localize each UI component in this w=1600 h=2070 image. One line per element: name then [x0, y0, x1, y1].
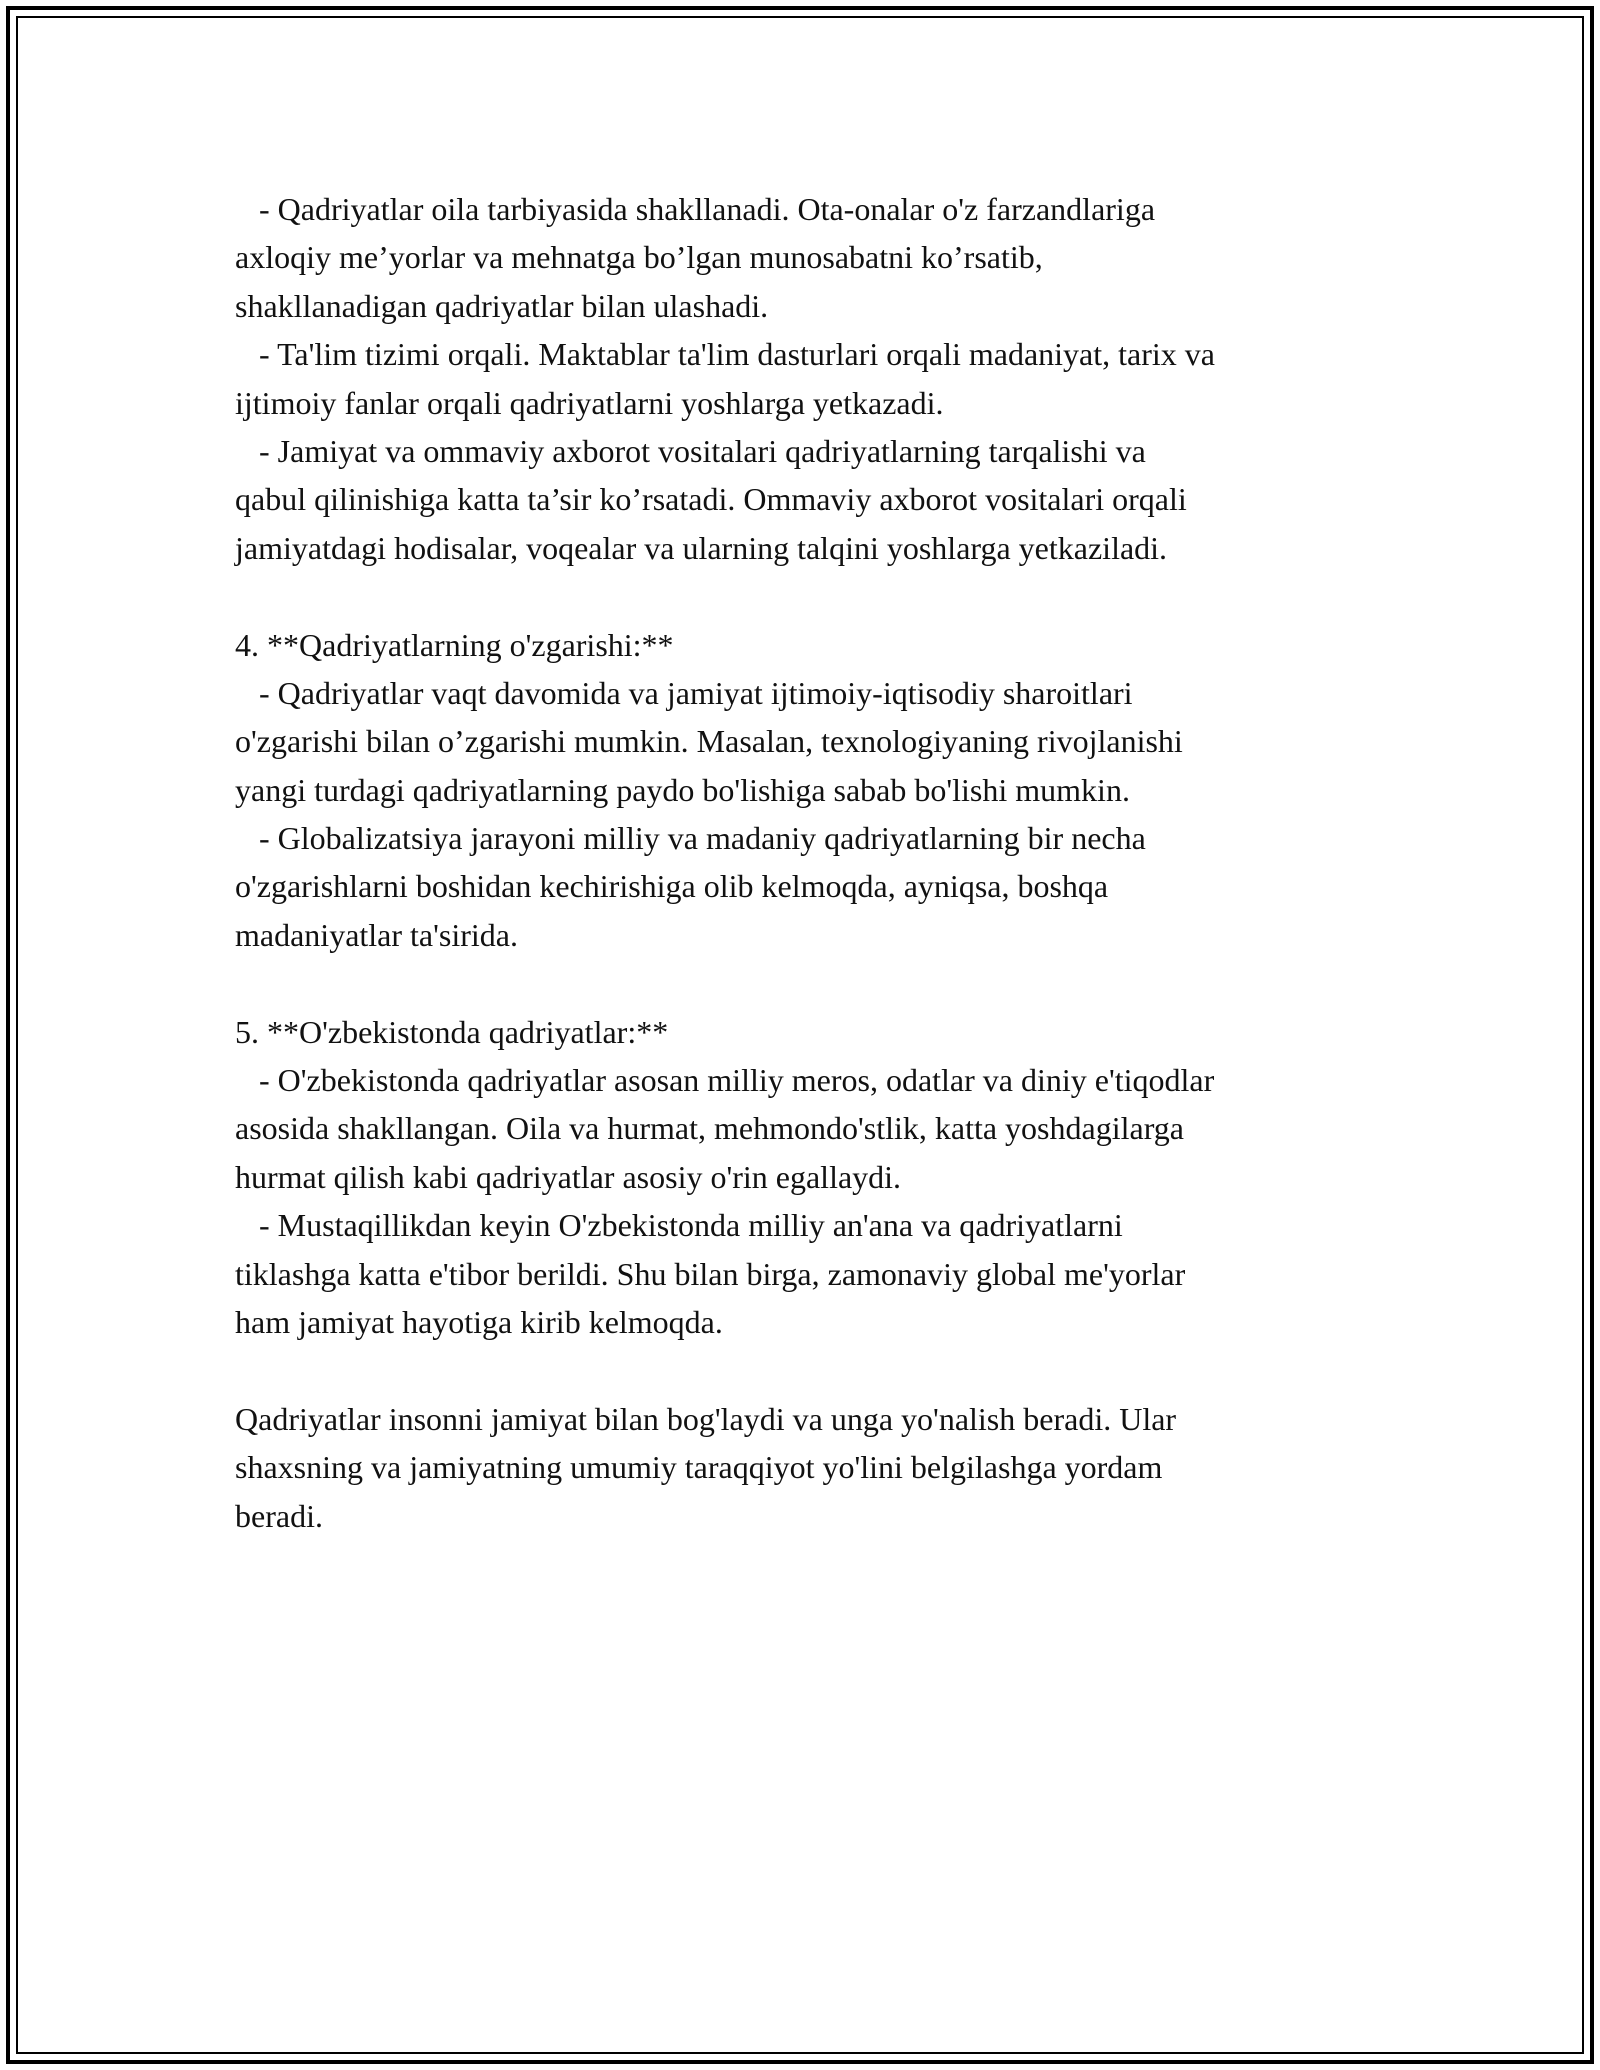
section-heading: 5. **O'zbekistonda qadriyatlar:** — [235, 1013, 669, 1050]
text-line: - Qadriyatlar vaqt davomida va jamiyat ijtimoiy-iqtisodiy sharoitlari — [235, 674, 1133, 711]
text-line: madaniyatlar ta'sirida. — [235, 916, 518, 953]
text-line: shaxsning va jamiyatning umumiy taraqqiyot yo'lini belgilashga yordam — [235, 1449, 1163, 1486]
text-line: o'zgarishi bilan o’zgarishi mumkin. Masalan, texnologiyaning rivojlanishi — [235, 723, 1183, 760]
text-line: - Mustaqillikdan keyin O'zbekistonda milliy an'ana va qadriyatlarni — [235, 1207, 1123, 1244]
text-line: axloqiy me’yorlar va mehnatga bo’lgan munosabatni ko’rsatib, — [235, 239, 1043, 276]
text-line: ijtimoiy fanlar orqali qadriyatlarni yoshlarga yetkazadi. — [235, 384, 944, 421]
text-line: - Qadriyatlar oila tarbiyasida shakllanadi. Ota-onalar o'z farzandlariga — [235, 191, 1156, 227]
text-line: jamiyatdagi hodisalar, voqealar va ularning talqini yoshlarga yetkaziladi. — [235, 529, 1168, 566]
blank-line — [235, 959, 1375, 1007]
section-heading: 4. **Qadriyatlarning o'zgarishi:** — [235, 626, 674, 663]
text-line: Qadriyatlar insonni jamiyat bilan bog'laydi va unga yo'nalish beradi. Ular — [235, 1400, 1177, 1437]
text-line: - Ta'lim tizimi orqali. Maktablar ta'lim dasturlari orqali madaniyat, tarix va — [235, 336, 1215, 373]
text-line: ham jamiyat hayotiga kirib kelmoqda. — [235, 1303, 723, 1340]
text-line: qabul qilinishiga katta ta’sir ko’rsatadi. Ommaviy axborot vositalari orqali — [235, 481, 1187, 518]
blank-line — [235, 1346, 1375, 1394]
text-line: - O'zbekistonda qadriyatlar asosan milliy meros, odatlar va diniy e'tiqodlar — [235, 1062, 1215, 1099]
blank-line — [235, 572, 1375, 620]
text-line: hurmat qilish kabi qadriyatlar asosiy o'rin egallaydi. — [235, 1158, 902, 1195]
document-body — [235, 185, 1375, 1540]
text-line: asosida shakllangan. Oila va hurmat, mehmondo'stlik, katta yoshdagilarga — [235, 1110, 1184, 1147]
text-line: o'zgarishlarni boshidan kechirishiga olib kelmoqda, ayniqsa, boshqa — [235, 868, 1109, 905]
text-line: tiklashga katta e'tibor berildi. Shu bilan birga, zamonaviy global me'yorlar — [235, 1255, 1186, 1292]
text-line: shakllanadigan qadriyatlar bilan ulashadi. — [235, 287, 769, 324]
text-line: - Jamiyat va ommaviy axborot vositalari qadriyatlarning tarqalishi va — [235, 432, 1146, 469]
text-line: beradi. — [235, 1497, 323, 1534]
text-line: yangi turdagi qadriyatlarning paydo bo'lishiga sabab bo'lishi mumkin. — [235, 771, 1130, 808]
text-line: - Globalizatsiya jarayoni milliy va madaniy qadriyatlarning bir necha — [235, 820, 1146, 857]
